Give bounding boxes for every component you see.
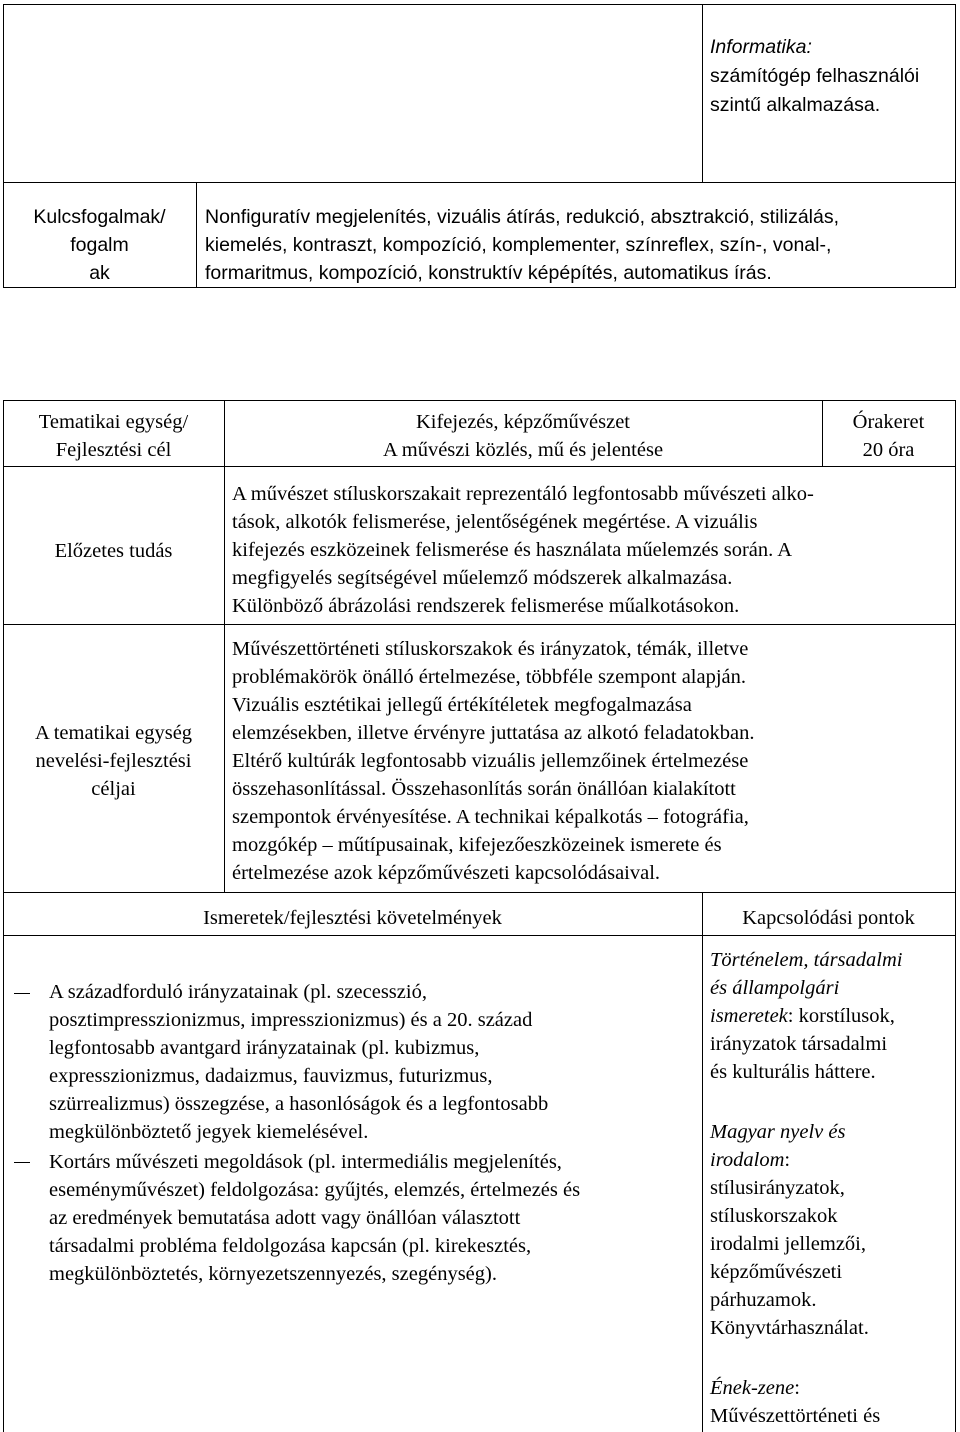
connection-subject: Történelem, társadalmi	[710, 949, 903, 971]
requirements-line: az eredmények bemutatása adott vagy önállóan választott	[49, 1207, 521, 1229]
informatika-line: számítógép felhasználói	[710, 65, 920, 87]
keywords-line: formaritmus, kompozíció, konstruktív képépítés, automatikus írás.	[205, 262, 772, 284]
requirements-line: megkülönböztető jegyek kiemelésével.	[49, 1121, 369, 1143]
informatika-line: szintű alkalmazása.	[710, 94, 881, 116]
hours-label: Órakeret	[852, 411, 925, 433]
keywords-label-line: fogalm	[70, 234, 129, 256]
dash-bullet-icon	[14, 1162, 30, 1163]
prior-knowledge-line: A művészet stíluskorszakait reprezentáló legfontosabb művészeti alko-	[232, 483, 814, 505]
connection-text: irodalmi jellemzői,	[710, 1233, 866, 1255]
unit-title-line: Kifejezés, képzőművészet	[415, 411, 630, 433]
goals-line: szempontok érvényesítése. A technikai képalkotás – fotográfia,	[232, 806, 749, 828]
connection-subject: ismeretek	[710, 1005, 788, 1027]
requirements-line: Kortárs művészeti megoldások (pl. intermediális megjelenítés,	[49, 1151, 562, 1173]
connection-subject: és állampolgári	[710, 977, 840, 999]
keywords-label-line: Kulcsfogalmak/	[33, 206, 166, 228]
keywords-label-line: ak	[89, 262, 110, 284]
requirements-line: szürrealizmus) összegzése, a hasonlóságok és a legfontosabb	[49, 1093, 549, 1115]
requirements-line: A századforduló irányzatainak (pl. szecesszió,	[49, 981, 427, 1003]
unit-label-line: Fejlesztési cél	[55, 439, 172, 461]
connection-subject: Ének-zene	[710, 1377, 795, 1399]
prior-knowledge-line: megfigyelés segítségével műelemző módszerek alkalmazása.	[232, 567, 733, 589]
connection-text: : korstílusok,	[787, 1005, 895, 1027]
connection-text: stíluskorszakok	[710, 1205, 838, 1227]
goals-line: Művészettörténeti stíluskorszakok és irányzatok, témák, illetve	[232, 638, 749, 660]
requirements-line: legfontosabb avantgard irányzatainak (pl. kubizmus,	[49, 1037, 480, 1059]
connection-colon: :	[784, 1149, 791, 1171]
goals-line: Eltérő kultúrák legfontosabb vizuális jellemzőinek értelmezése	[232, 750, 749, 772]
hours-value: 20 óra	[862, 439, 915, 461]
connection-text: képzőművészeti	[710, 1261, 843, 1283]
unit-label-line: Tematikai egység/	[38, 411, 189, 433]
prior-knowledge-label: Előzetes tudás	[54, 540, 173, 562]
requirements-line: eseményművészet) feldolgozása: gyűjtés, elemzés, értelmezés és	[49, 1179, 581, 1201]
keywords-line: Nonfiguratív megjelenítés, vizuális átírás, redukció, absztrakció, stilizálás,	[205, 206, 840, 228]
goals-label-line: A tematikai egység	[34, 722, 193, 744]
prior-knowledge-line: kifejezés eszközeinek felismerése és használata műelemzés során. A	[232, 539, 793, 561]
connection-text: stílusirányzatok,	[710, 1177, 845, 1199]
dash-bullet-icon	[14, 993, 30, 994]
connection-text: irányzatok társadalmi	[710, 1033, 888, 1055]
goals-line: értelmezése azok képzőművészeti kapcsolódásaival.	[232, 862, 661, 884]
goals-line: összehasonlítással. Összehasonlítás során önállóan kialakított	[232, 778, 736, 800]
requirements-line: posztimpresszionizmus, impresszionizmus) és a 20. század	[49, 1009, 533, 1031]
goals-line: elemzésekben, illetve érvényre juttatása az alkotó feladatokban.	[232, 722, 755, 744]
requirements-line: megkülönböztetés, környezetszennyezés, szegénység).	[49, 1263, 497, 1285]
connection-text: és kulturális háttere.	[710, 1061, 876, 1083]
connection-subject-row	[710, 1374, 800, 1402]
keywords-line: kiemelés, kontraszt, kompozíció, komplementer, színreflex, szín-, vonal-,	[205, 234, 832, 256]
prior-knowledge-line: tások, alkotók felismerése, jelentőségének megértése. A vizuális	[232, 511, 758, 533]
connection-subject-row	[710, 1146, 790, 1174]
connection-subject-row	[710, 1002, 895, 1030]
connection-colon: :	[794, 1377, 800, 1399]
connection-text: Művészettörténeti és	[710, 1405, 881, 1427]
informatika-subject: Informatika:	[710, 36, 812, 58]
unit-title-line: A művészi közlés, mű és jelentése	[382, 439, 664, 461]
connection-subject: Magyar nyelv és	[710, 1121, 846, 1143]
connection-text: Könyvtárhasználat.	[710, 1317, 869, 1339]
goals-line: mozgókép – műtípusainak, kifejezőeszközeinek ismerete és	[232, 834, 722, 856]
connection-text: párhuzamok.	[710, 1289, 817, 1311]
prior-knowledge-line: Különböző ábrázolási rendszerek felismerése műalkotásokon.	[232, 595, 740, 617]
requirements-header: Ismeretek/fejlesztési követelmények	[203, 907, 502, 929]
goals-label-line: céljai	[91, 778, 136, 800]
requirements-line: társadalmi probléma feldolgozása kapcsán (pl. kirekesztés,	[49, 1235, 532, 1257]
goals-line: problémakörök önálló értelmezése, többféle szempont alapján.	[232, 666, 747, 688]
goals-label-line: nevelési-fejlesztési	[35, 750, 192, 772]
goals-line: Vizuális esztétikai jellegű értékítéletek megfogalmazása	[232, 694, 692, 716]
connection-subject: irodalom	[710, 1149, 785, 1171]
requirements-line: expresszionizmus, dadaizmus, fauvizmus, futurizmus,	[49, 1065, 493, 1087]
connections-header: Kapcsolódási pontok	[742, 907, 915, 929]
